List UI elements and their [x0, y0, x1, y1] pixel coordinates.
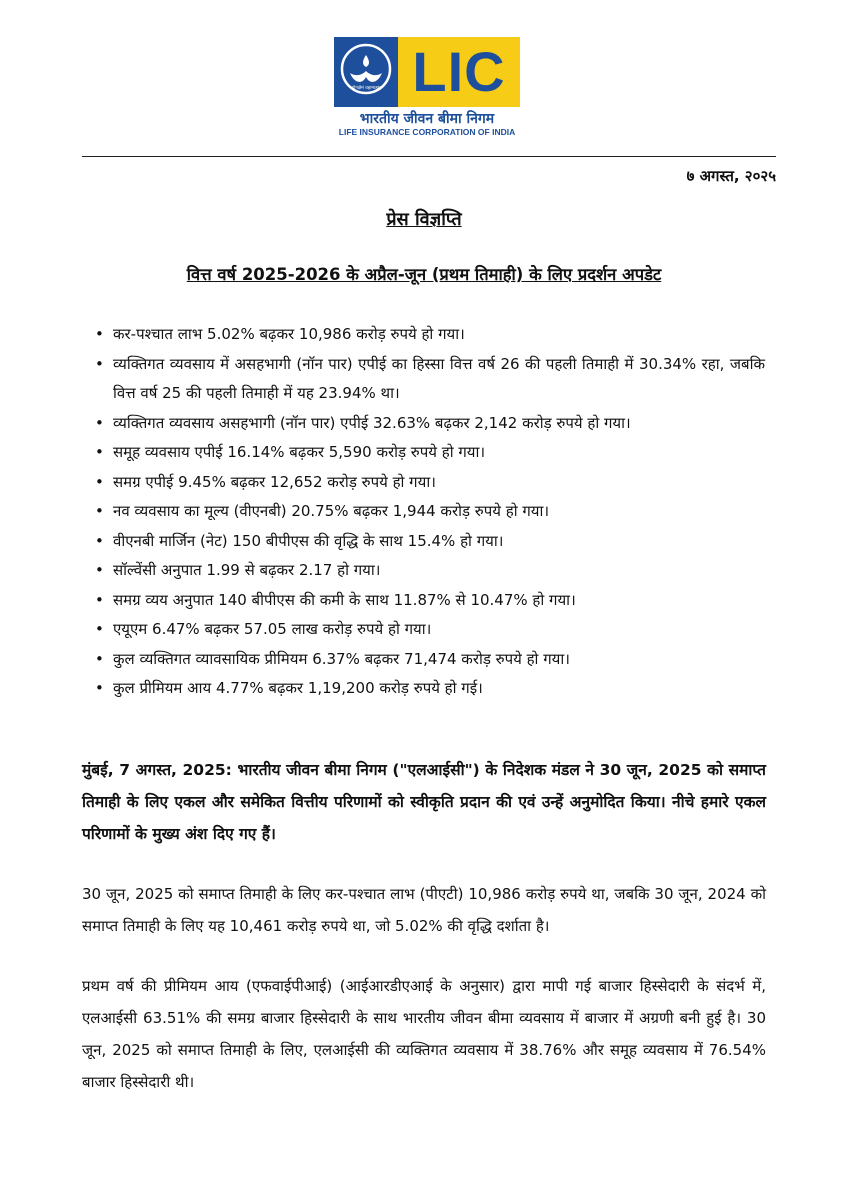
list-item-text: एयूएम 6.47% बढ़कर 57.05 लाख करोड़ रुपये हो गया। [113, 620, 432, 638]
logo-lic-text: LIC [398, 37, 520, 107]
list-item [85, 527, 765, 557]
list-item [85, 645, 765, 675]
intro-paragraph: मुंबई, 7 अगस्त, 2025: भारतीय जीवन बीमा निगम ("एलआईसी") के निदेशक मंडल ने 30 जून, 2025 को समाप्त तिमाही के लिए एकल और समेकित वित्तीय परिणामों को स्वीकृति प्रदान की एवं उन्हें अनुमोदित किया। नीचे हमारे एकल परिणामों के मुख्य अंश दिए गए हैं। [82, 761, 766, 843]
bullet-icon: • [95, 354, 104, 373]
lic-logo [334, 37, 520, 137]
bullet-icon: • [95, 531, 104, 550]
list-item [85, 556, 765, 586]
market-share-paragraph: प्रथम वर्ष की प्रीमियम आय (एफवाईपीआई) (आईआरडीएआई के अनुसार) द्वारा मापी गई बाजार हिस्सेदारी के संदर्भ में, एलआईसी 63.51% की समग्र बाजार हिस्सेदारी के साथ भारतीय जीवन बीमा व्यवसाय में बाजार में अग्रणी बनी हुई है। 30 जून, 2025 को समाप्त तिमाही के लिए, एलआईसी की व्यक्तिगत व्यवसाय में 38.76% और समूह व्यवसाय में 76.54% बाजार हिस्सेदारी थी। [82, 977, 766, 1091]
list-item [85, 615, 765, 645]
list-item [85, 320, 765, 350]
list-item [85, 350, 765, 409]
list-item [85, 497, 765, 527]
list-item-text: व्यक्तिगत व्यवसाय में असहभागी (नॉन पार) एपीई का हिस्सा वित्त वर्ष 26 की पहली तिमाही में 30.34% रहा, जबकि वित्त वर्ष 25 की पहली तिमाही में यह 23.94% था। [113, 354, 765, 402]
document-title: प्रेस विज्ञप्ति [386, 209, 462, 230]
highlights-list [85, 320, 765, 704]
list-item-text: समूह व्यवसाय एपीई 16.14% बढ़कर 5,590 करोड़ रुपये हो गया। [113, 443, 486, 461]
logo-hindi-name: भारतीय जीवन बीमा निगम [359, 111, 495, 127]
logo-english-name: LIFE INSURANCE CORPORATION OF INDIA [338, 127, 516, 137]
bullet-icon: • [95, 590, 104, 609]
bullet-icon: • [95, 649, 104, 668]
list-item-text: नव व्यवसाय का मूल्य (वीएनबी) 20.75% बढ़कर 1,944 करोड़ रुपये हो गया। [113, 502, 550, 520]
lic-emblem-icon [334, 37, 398, 107]
bullet-icon: • [95, 502, 104, 520]
list-item [85, 674, 765, 704]
bullet-icon: • [95, 325, 104, 343]
list-item-text: व्यक्तिगत व्यवसाय असहभागी (नॉन पार) एपीई 32.63% बढ़कर 2,142 करोड़ रुपये हो गया। [113, 413, 631, 432]
profit-paragraph: 30 जून, 2025 को समाप्त तिमाही के लिए कर-पश्चात लाभ (पीएटी) 10,986 करोड़ रुपये था, जबकि 30 जून, 2024 को समाप्त तिमाही के लिए यह 10,461 करोड़ रुपये था, जो 5.02% की वृद्धि दर्शाता है। [82, 885, 766, 935]
list-item [85, 586, 765, 616]
bullet-icon: • [95, 679, 104, 697]
bullet-icon: • [95, 443, 104, 461]
bullet-icon: • [95, 472, 104, 491]
list-item-text: समग्र एपीई 9.45% बढ़कर 12,652 करोड़ रुपये हो गया। [113, 472, 436, 491]
bullet-icon: • [95, 413, 104, 432]
list-item-text: सॉल्वेंसी अनुपात 1.99 से बढ़कर 2.17 हो गया। [113, 561, 381, 579]
release-date: ७ अगस्त, २०२५ [686, 167, 776, 185]
header-divider [82, 156, 776, 157]
list-item-text: कुल प्रीमियम आय 4.77% बढ़कर 1,19,200 करोड़ रुपये हो गई। [113, 679, 483, 697]
list-item-text: कर-पश्चात लाभ 5.02% बढ़कर 10,986 करोड़ रुपये हो गया। [113, 325, 465, 343]
document-subtitle: वित्त वर्ष 2025-2026 के अप्रैल-जून (प्रथम तिमाही) के लिए प्रदर्शन अपडेट [186, 265, 662, 284]
emblem-motto: योगक्षेमं वहाम्यहम् [351, 86, 381, 91]
list-item [85, 468, 765, 498]
list-item-text: वीएनबी मार्जिन (नेट) 150 बीपीएस की वृद्धि के साथ 15.4% हो गया। [113, 531, 504, 550]
list-item [85, 438, 765, 468]
list-item-text: समग्र व्यय अनुपात 140 बीपीएस की कमी के साथ 11.87% से 10.47% हो गया। [113, 590, 576, 609]
list-item-text: कुल व्यक्तिगत व्यावसायिक प्रीमियम 6.37% बढ़कर 71,474 करोड़ रुपये हो गया। [113, 649, 570, 668]
bullet-icon: • [95, 561, 104, 579]
list-item [85, 409, 765, 439]
bullet-icon: • [95, 620, 104, 638]
